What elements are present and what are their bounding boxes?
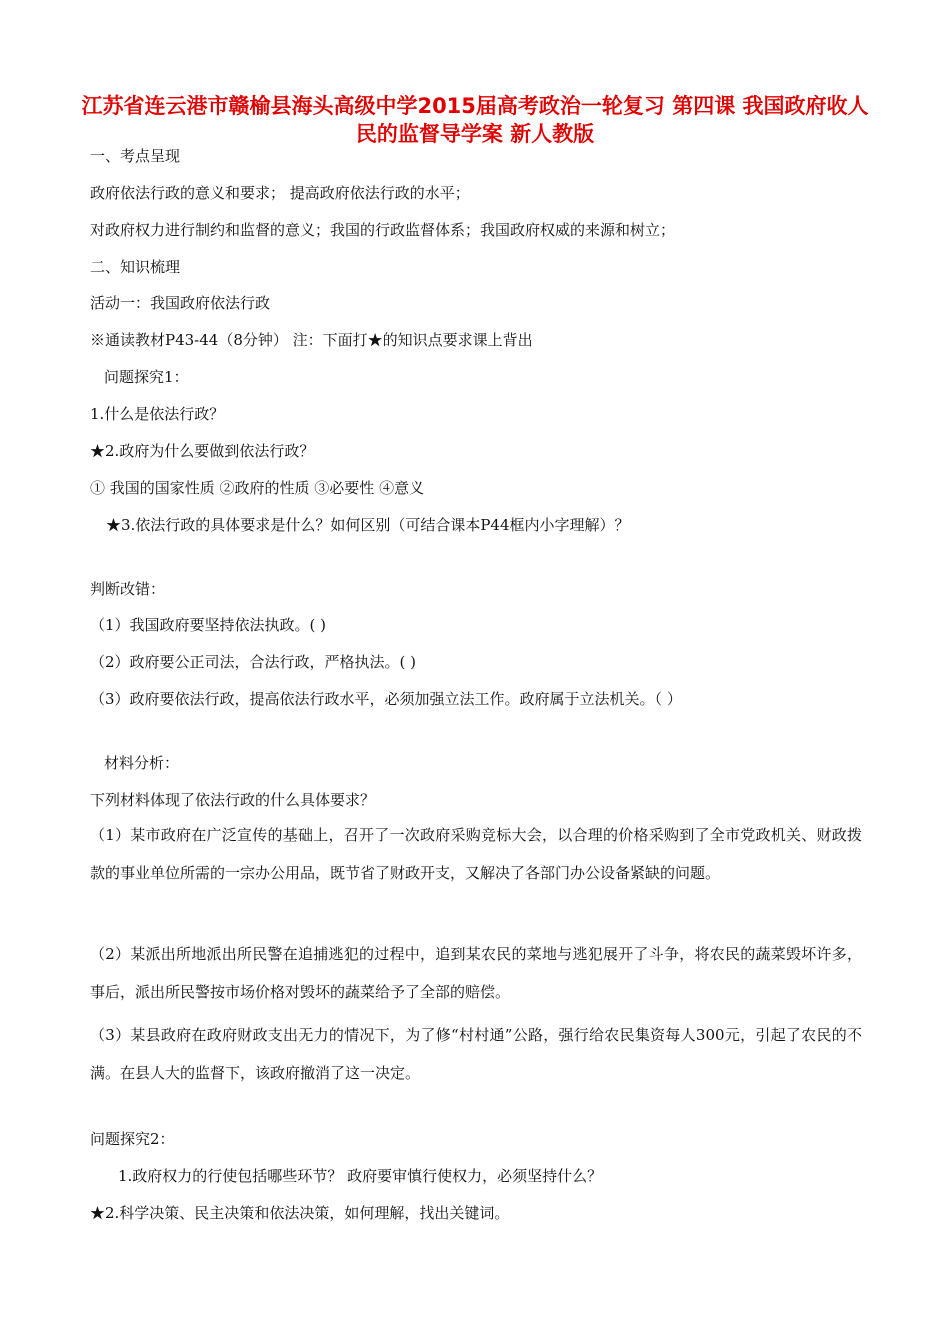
material-item: （2）某派出所地派出所民警在追捕逃犯的过程中，追到某农民的菜地与逃犯展开了斗争，将农民的蔬菜毁坏许多，事后，派出所民警按市场价格对毁坏的蔬菜给予了全部的赔偿。 (90, 945, 862, 1001)
inquiry2-question-1: 1.政府权力的行使包括哪些环节？ 政府要审慎行使权力，必须坚持什么？ (118, 1167, 603, 1185)
question-2: ★2.政府为什么要做到依法行政？ (90, 442, 315, 460)
inquiry1-title: 问题探究1： (104, 368, 189, 386)
reading-note: ※通读教材P43-44（8分钟） 注：下面打★的知识点要求课上背出 (90, 331, 533, 349)
judge-item: （1）我国政府要坚持依法执政。( ) (90, 616, 327, 634)
section1-heading: 一、考点呈现 (90, 147, 181, 165)
material-title: 材料分析： (104, 754, 180, 772)
exam-point-line-1: 政府依法行政的意义和要求； 提高政府依法行政的水平； (90, 184, 470, 202)
judge-item: （3）政府要依法行政，提高依法行政水平，必须加强立法工作。政府属于立法机关。（ ） (90, 690, 682, 708)
inquiry2-question-2: ★2.科学决策、民主决策和依法决策，如何理解，找出关键词。 (90, 1204, 510, 1222)
question-2-points: ① 我国的国家性质 ②政府的性质 ③必要性 ④意义 (90, 479, 425, 497)
judge-item: （2）政府要公正司法，合法行政，严格执法。( ) (90, 653, 417, 671)
document-title: 江苏省连云港市赣榆县海头高级中学2015届高考政治一轮复习 第四课 我国政府收人民的监督导学案 新人教版 (81, 94, 869, 146)
question-1: 1.什么是依法行政？ (90, 405, 225, 423)
judge-title: 判断改错： (90, 580, 166, 598)
material-item: （3）某县政府在政府财政支出无力的情况下，为了修“村村通”公路，强行给农民集资每人300元，引起了农民的不满。在县人大的监督下，该政府撤消了这一决定。 (90, 1026, 862, 1082)
exam-point-line-2: 对政府权力进行制约和监督的意义；我国的行政监督体系；我国政府权威的来源和树立； (90, 221, 676, 239)
inquiry2-title: 问题探究2： (90, 1130, 175, 1148)
material-item: （1）某市政府在广泛宣传的基础上，召开了一次政府采购竞标大会，以合理的价格采购到了全市党政机关、财政拨款的事业单位所需的一宗办公用品，既节省了财政开支，又解决了各部门办公设备紧缺的问题。 (90, 826, 862, 882)
activity1-heading: 活动一：我国政府依法行政 (90, 294, 271, 312)
question-3: ★3.依法行政的具体要求是什么？如何区别（可结合课本P44框内小字理解）？ (106, 516, 630, 534)
material-question: 下列材料体现了依法行政的什么具体要求？ (90, 791, 376, 809)
section2-heading: 二、知识梳理 (90, 258, 181, 276)
